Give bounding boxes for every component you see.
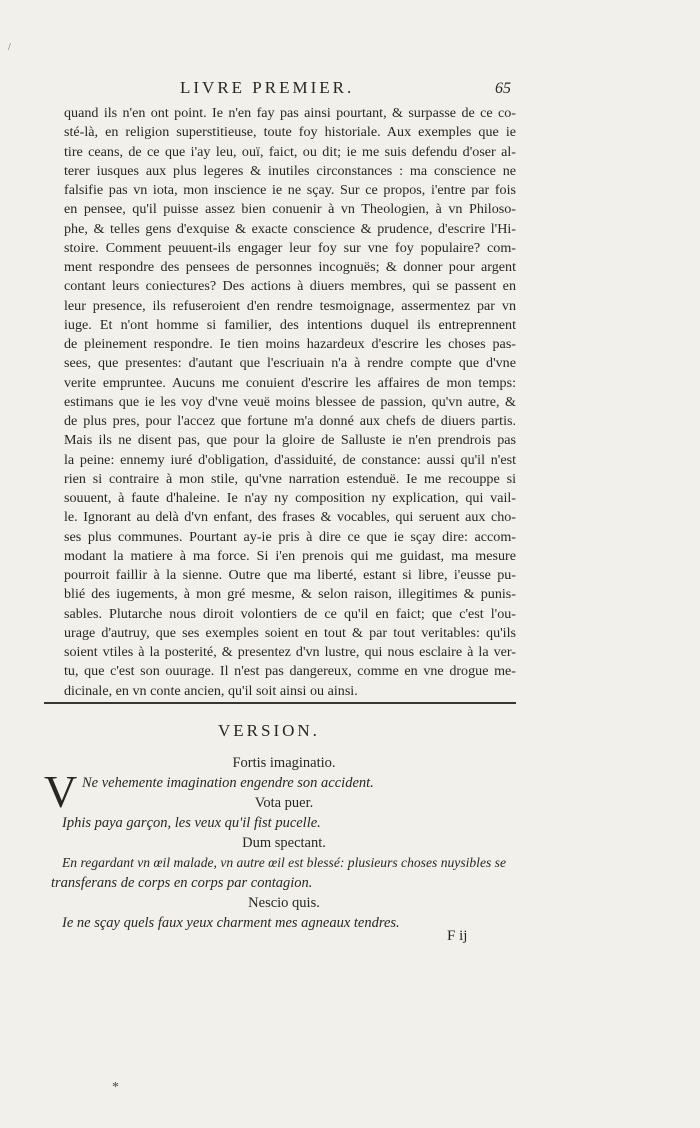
latin-tag-3: Dum spectant. xyxy=(242,835,326,851)
latin-tag-2: Vota puer. xyxy=(254,795,314,811)
bottom-mark: * xyxy=(112,1080,119,1095)
body-line: blié des iugements, à mon gré mesme, & selon raison, illegitimes & punis- xyxy=(64,586,516,603)
body-line: ment respondre des pensees de personnes incognuës; & donner pour argent xyxy=(64,259,516,275)
section-divider xyxy=(44,702,516,704)
body-line: sables. Plutarche nous diroit volontiers de ce qu'il en faict; que c'est l'ou- xyxy=(64,605,516,622)
body-line: leur presence, ils refuseroient d'en rendre tesmoignage, assermentez par vn xyxy=(64,297,516,314)
running-head: LIVRE PREMIER. xyxy=(180,78,355,97)
body-line: Mais ils ne disent pas, que pour la gloire de Salluste ie n'en prendrois pas xyxy=(64,432,516,449)
body-line: la peine: ennemy iuré d'obligation, d'assiduité, de constance: aussi qu'il n'est xyxy=(64,451,516,468)
body-line: de plus pres, pour l'accez que fortune m'a donné aux chefs de diuers partis. xyxy=(64,413,516,429)
page-number: 65 xyxy=(495,80,511,97)
version-heading: VERSION. xyxy=(218,721,320,740)
body-text xyxy=(64,104,516,701)
corner-mark: / xyxy=(8,42,11,53)
body-line: soient vtiles à la posterité, & presentez d'vn lustre, qui nous esclaire à la ver- xyxy=(64,644,516,660)
body-line: rien si contraire à mon stile, qu'vne narration estenduë. Ie me recouppe si xyxy=(64,470,516,487)
body-line: le. Ignorant au delà d'vn enfant, des frases & vocables, qui seruent aux cho- xyxy=(64,509,516,526)
body-line: iuge. Et n'ont homme si familier, des intentions duquel ils entreprennent xyxy=(64,316,516,333)
body-line: estimans que ie les voy d'vne veuë moins blessee de passion, qu'vn autre, & xyxy=(64,393,516,410)
version-verses xyxy=(44,753,524,933)
body-line: urage d'autruy, que ses exemples soient en tout & par tout veritables: qu'ils xyxy=(64,624,516,641)
body-line: tu, que c'est son ouurage. Il n'est pas dangereux, comme en vne drogue me- xyxy=(64,663,516,680)
drop-cap: V xyxy=(44,766,78,817)
french-verse-4: Ie ne sçay quels faux yeux charment mes agneaux tendres. xyxy=(62,915,400,931)
body-line: modant la matiere à ma force. Si i'en prenois qui me guidast, ma mesure xyxy=(64,547,516,564)
body-line: dicinale, en vn conte ancien, qu'il soit ainsi ou ainsi. xyxy=(64,682,358,699)
french-verse-3b: transferans de corps en corps par contagion. xyxy=(51,875,313,891)
body-line: sté-là, en religion superstitieuse, toute foy historiale. Aux exemples que ie xyxy=(64,124,516,141)
body-line: falsifie pas vn iota, mon inscience ie ne sçay. Sur ce propos, i'entre par fois xyxy=(64,182,516,198)
body-line: terer iusques aux plus legeres & inutiles circonstances : ma conscience ne xyxy=(64,162,516,179)
signature-mark: F ij xyxy=(447,928,468,944)
body-line: ses plus communes. Pourtant ay-ie pris à dire ce que ie sçay dire: accom- xyxy=(64,528,516,545)
body-line: sees, que presentes: d'autant que l'escriuain n'a à rendre compte que d'vne xyxy=(64,355,516,372)
body-line: pourroit faillir à la sienne. Outre que ma liberté, estant si libre, i'eusse pu- xyxy=(64,567,516,583)
body-line: stoire. Comment peuuent-ils engager leur foy sur vne foy populaire? com- xyxy=(64,239,516,256)
french-verse-1: Ne vehemente imagination engendre son accident. xyxy=(82,775,374,791)
french-verse-2: Iphis paya garçon, les veux qu'il fist pucelle. xyxy=(62,815,321,831)
body-line: tire ceans, de ce que i'ay leu, ouï, faict, ou dit; ie me suis defendu d'oser al- xyxy=(64,143,516,160)
latin-tag-4: Nescio quis. xyxy=(248,895,320,911)
french-verse-3a: En regardant vn œil malade, vn autre œil est blessé: plusieurs choses nuysibles se xyxy=(62,855,507,870)
body-line: phe, & telles gens d'exquise & exacte conscience & prudence, d'escrire l'Hi- xyxy=(64,220,516,237)
latin-tag-1: Fortis imaginatio. xyxy=(232,755,336,771)
body-line: verite empruntee. Aucuns me conuient d'escrire les affaires de mon temps: xyxy=(64,374,516,391)
body-line: de pleinement respondre. Ie tien moins hazardeux d'escrire les choses pas- xyxy=(64,336,516,352)
body-line: contant leurs coniectures? Des actions à diuers membres, qui se passent en xyxy=(64,278,516,295)
body-line: souuent, à faute d'haleine. Ie n'ay ny composition ny explication, qui vail- xyxy=(64,490,516,506)
body-line: quand ils n'en ont point. Ie n'en fay pas ainsi pourtant, & surpasse de ce co- xyxy=(64,105,516,121)
body-line: en pensee, qu'il puisse assez bien conuenir à vn Theologien, à vn Philoso- xyxy=(64,201,516,218)
